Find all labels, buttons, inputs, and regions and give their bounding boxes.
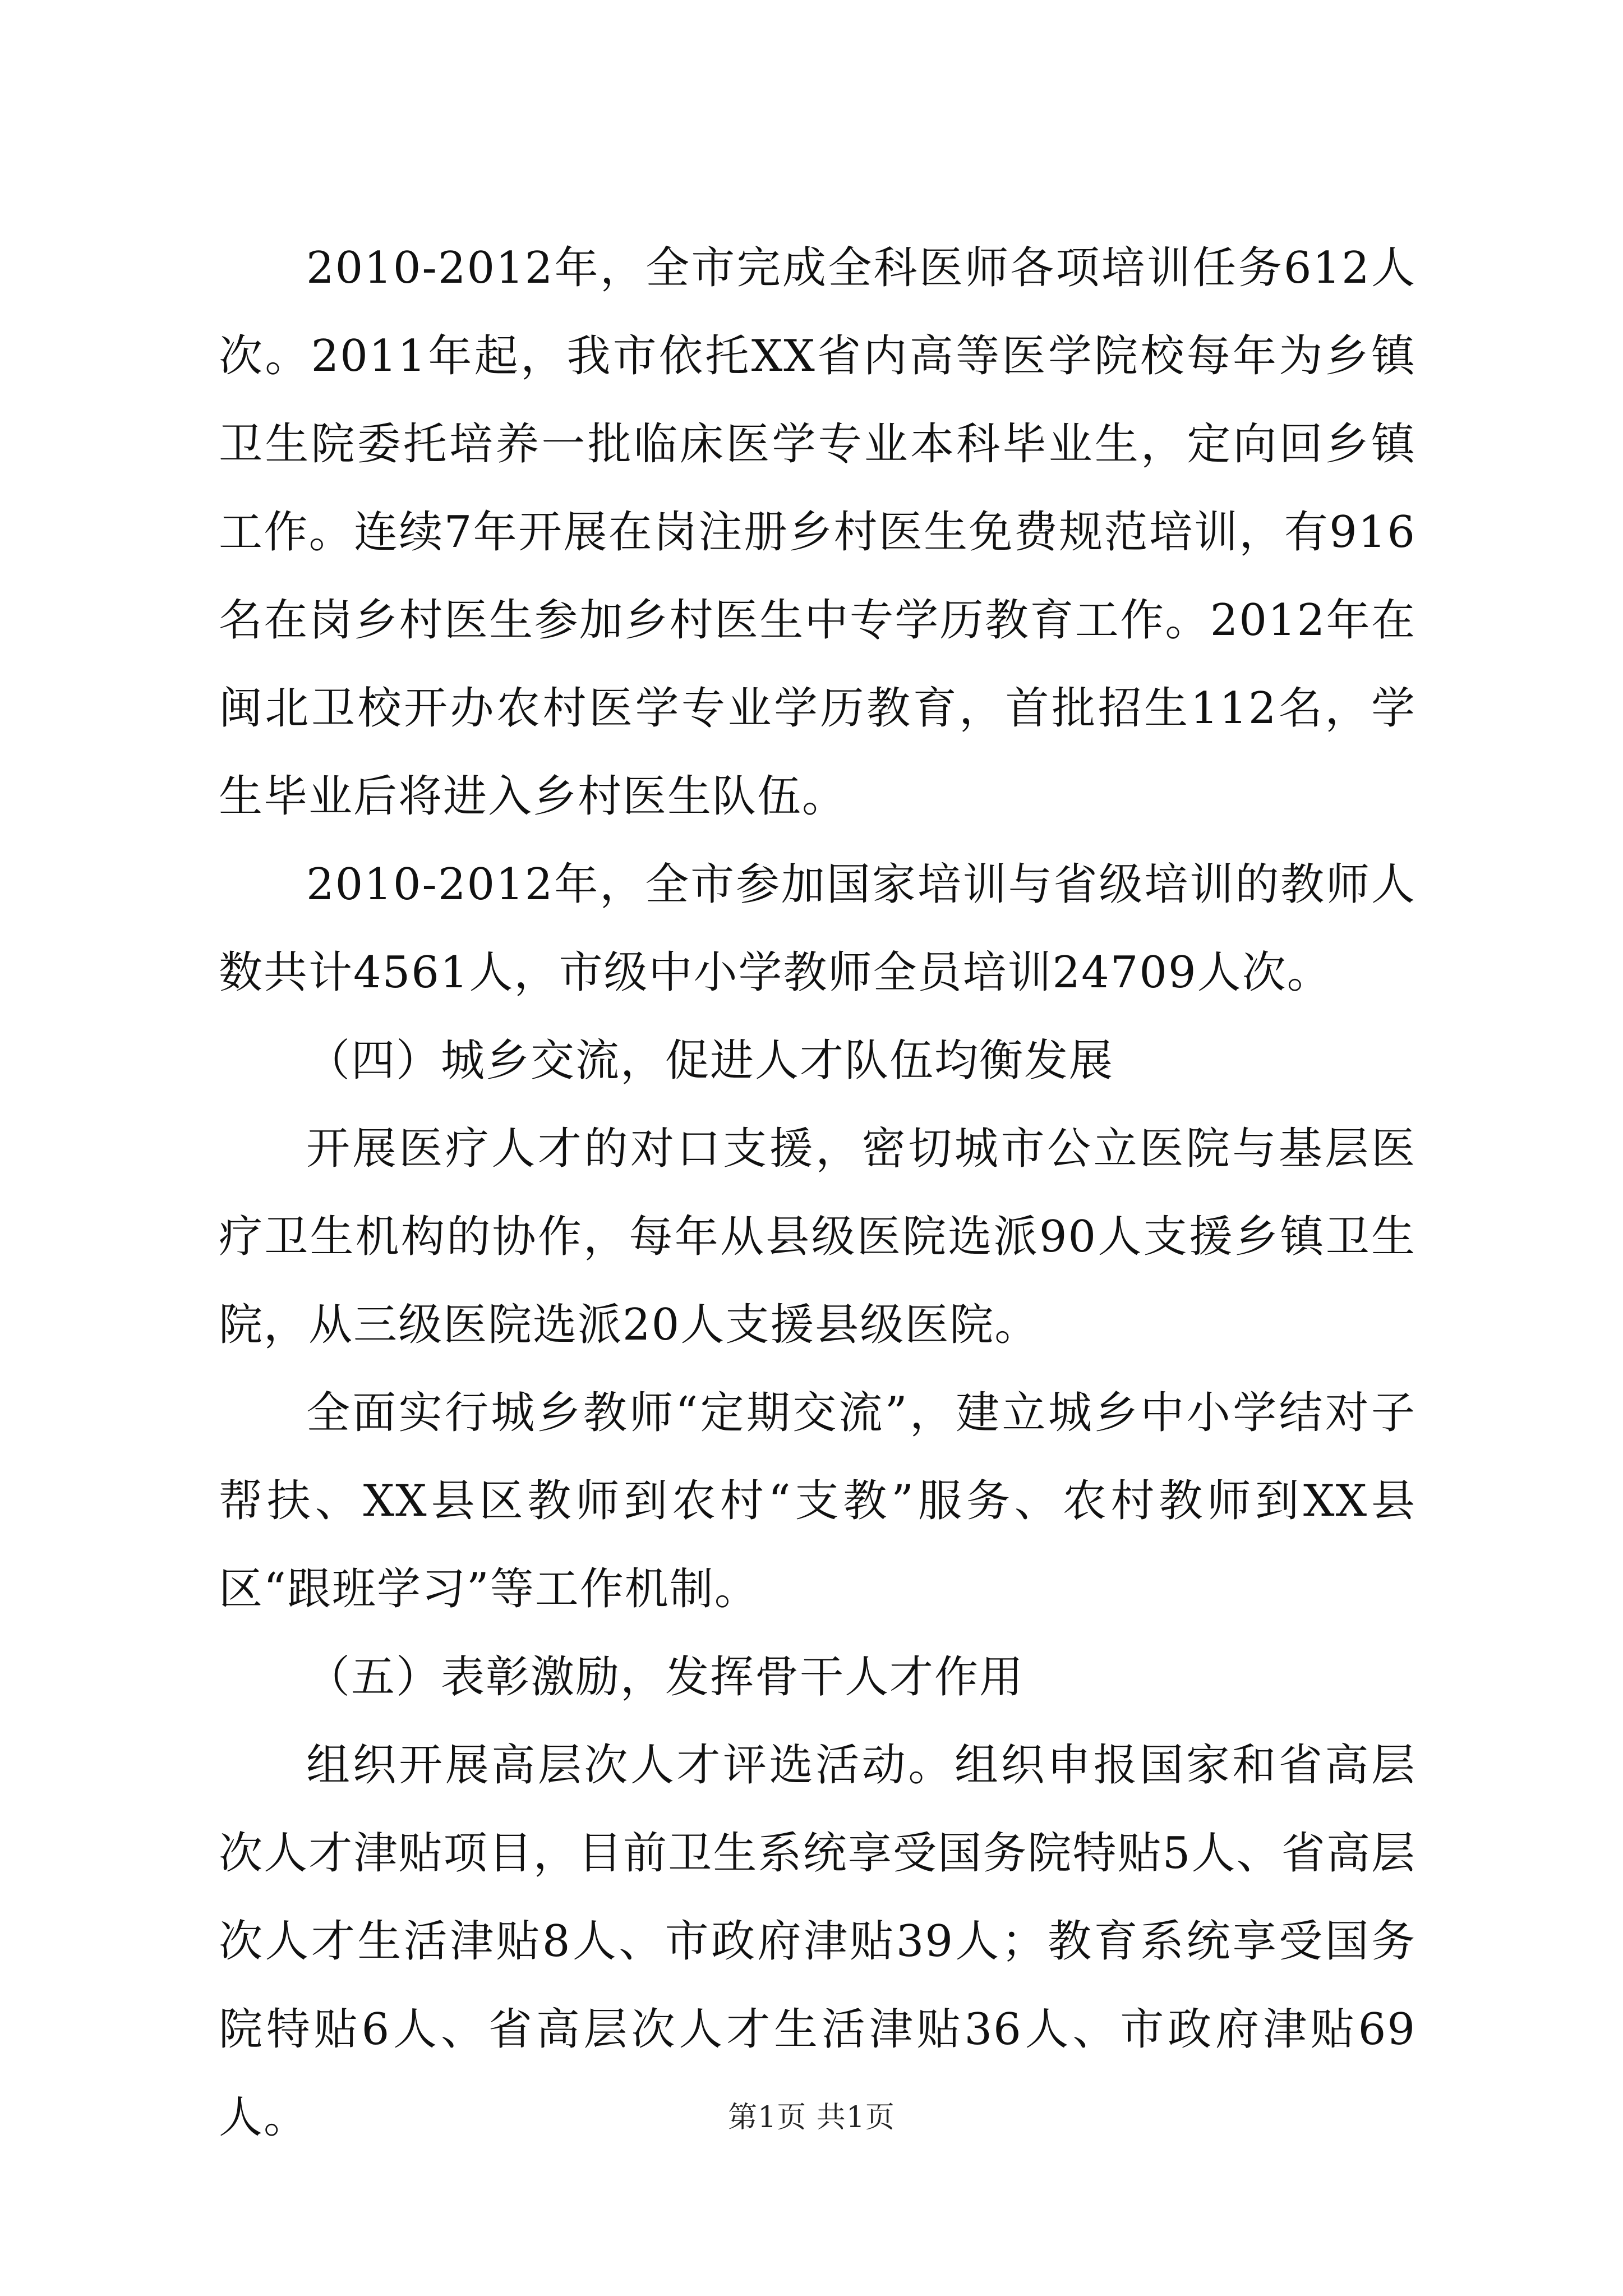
paragraph-talent-allowance: 组织开展高层次人才评选活动。组织申报国家和省高层次人才津贴项目，目前卫生系统享受国务院特贴5人、省高层次人才生活津贴8人、市政府津贴39人；教育系统享受国务院特贴6人、省高层次人才生活津贴36人、市政府津贴69人。 xyxy=(219,1740,1416,2143)
section-heading-commendation: （五）表彰激励，发挥骨干人才作用 xyxy=(306,1652,1025,1703)
section-heading-urban-rural-exchange: （四）城乡交流，促进人才队伍均衡发展 xyxy=(306,1036,1114,1086)
paragraph-teacher-training: 2010-2012年，全市参加国家培训与省级培训的教师人数共计4561人，市级中小学教师全员培训24709人次。 xyxy=(219,859,1416,998)
paragraph-teacher-exchange: 全面实行城乡教师“定期交流”，建立城乡中小学结对子帮扶、XX县区教师到农村“支教”服务、农村教师到XX县区“跟班学习”等工作机制。 xyxy=(219,1388,1416,1614)
page-footer: 第1页 共1页 xyxy=(728,2101,895,2134)
document-body xyxy=(219,224,1416,2162)
paragraph-medical-support: 开展医疗人才的对口支援，密切城市公立医院与基层医疗卫生机构的协作，每年从县级医院选派90人支援乡镇卫生院，从三级医院选派20人支援县级医院。 xyxy=(219,1124,1416,1350)
paragraph-gp-training: 2010-2012年，全市完成全科医师各项培训任务612人次。2011年起，我市依托XX省内高等医学院校每年为乡镇卫生院委托培养一批临床医学专业本科毕业生，定向回乡镇工作。连续7年开展在岗注册乡村医生免费规范培训，有916名在岗乡村医生参加乡村医生中专学历教育工作。2012年在闽北卫校开办农村医学专业学历教育，首批招生112名，学生毕业后将进入乡村医生队伍。 xyxy=(219,243,1416,822)
